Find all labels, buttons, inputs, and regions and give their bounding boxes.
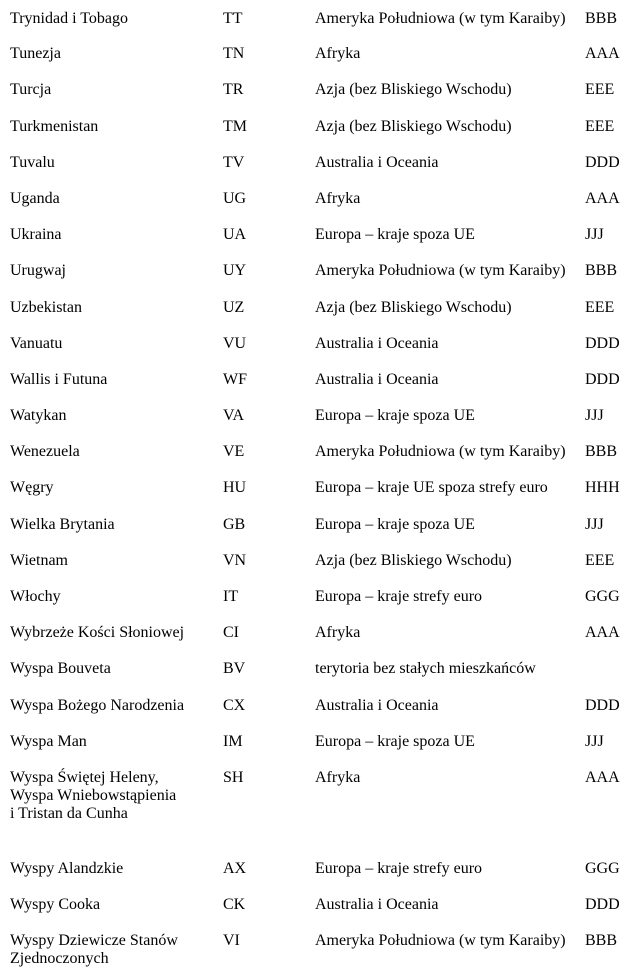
country-code: GB xyxy=(223,515,246,533)
country-name xyxy=(10,552,68,570)
country-name-line: Węgry xyxy=(10,479,54,497)
country-code: VE xyxy=(223,443,245,461)
country-name-line: Zjednoczonych xyxy=(10,950,109,968)
table-row xyxy=(0,760,644,851)
country-name xyxy=(10,733,87,751)
country-code: VU xyxy=(223,334,247,352)
country-code: TR xyxy=(223,81,244,99)
group-code: DDD xyxy=(585,696,620,714)
country-code: AX xyxy=(223,859,247,877)
region-name: terytoria bez stałych mieszkańców xyxy=(315,660,536,678)
group-code: JJJ xyxy=(585,732,604,750)
country-name xyxy=(10,769,176,824)
country-name xyxy=(10,896,100,914)
region-name: Europa – kraje UE spoza strefy euro xyxy=(315,479,548,497)
country-name xyxy=(10,443,80,461)
country-code: CX xyxy=(223,696,246,714)
table-row xyxy=(0,181,644,217)
table-row xyxy=(0,688,644,724)
country-name xyxy=(10,118,98,136)
group-code: AAA xyxy=(585,45,620,63)
group-code: HHH xyxy=(585,479,620,497)
country-name-line: Trynidad i Tobago xyxy=(10,10,128,27)
group-code: DDD xyxy=(585,370,620,388)
table-row xyxy=(0,724,644,760)
country-name xyxy=(10,299,82,317)
region-name: Europa – kraje spoza UE xyxy=(315,407,475,425)
group-code: JJJ xyxy=(585,226,604,244)
region-name: Azja (bez Bliskiego Wschodu) xyxy=(315,298,512,316)
group-code: JJJ xyxy=(585,407,604,425)
country-code: UZ xyxy=(223,298,245,316)
region-name: Australia i Oceania xyxy=(315,334,439,352)
table-row xyxy=(0,651,644,687)
country-name xyxy=(10,407,66,425)
region-name: Azja (bez Bliskiego Wschodu) xyxy=(315,117,512,135)
table-row xyxy=(0,362,644,398)
group-code: GGG xyxy=(585,588,620,605)
country-name-line: Wietnam xyxy=(10,551,68,569)
country-name-line: Wyspy Dziewicze Stanów xyxy=(10,931,178,949)
country-name-line: Tuvalu xyxy=(10,153,55,171)
group-code: AAA xyxy=(585,189,620,207)
country-name-line: Watykan xyxy=(10,407,67,425)
country-name-line: Uzbekistan xyxy=(10,298,82,316)
country-name xyxy=(10,154,55,172)
table-row xyxy=(0,398,644,434)
table-row xyxy=(0,507,644,543)
region-name: Australia i Oceania xyxy=(315,895,439,913)
group-code: AAA xyxy=(585,624,620,642)
region-name: Australia i Oceania xyxy=(315,370,439,388)
country-name xyxy=(10,10,128,28)
group-code: GGG xyxy=(585,859,620,877)
country-name xyxy=(10,45,61,63)
table-row xyxy=(0,145,644,181)
region-name: Europa – kraje spoza UE xyxy=(315,732,475,750)
table-row xyxy=(0,72,644,108)
country-code: SH xyxy=(223,768,244,786)
group-code: BBB xyxy=(585,931,618,949)
country-name xyxy=(10,371,107,389)
country-name-line: Ukraina xyxy=(10,226,62,244)
country-name xyxy=(10,624,184,642)
group-code: EEE xyxy=(585,81,615,99)
group-code: DDD xyxy=(585,153,620,171)
country-name xyxy=(10,262,66,280)
country-name-line: Wyspy Cooka xyxy=(10,895,101,913)
country-name-line: Wybrzeże Kości Słoniowej xyxy=(10,624,185,642)
region-name: Afryka xyxy=(315,189,361,207)
country-code: TN xyxy=(223,45,245,63)
group-code: EEE xyxy=(585,298,615,316)
region-name: Azja (bez Bliskiego Wschodu) xyxy=(315,551,512,569)
region-name: Afryka xyxy=(315,624,361,642)
country-code: VI xyxy=(223,931,240,949)
group-code: AAA xyxy=(585,768,620,786)
table-row xyxy=(0,887,644,923)
country-code: UY xyxy=(223,262,247,280)
region-name: Ameryka Południowa (w tym Karaiby) xyxy=(315,10,566,27)
country-name xyxy=(10,860,123,878)
region-name: Australia i Oceania xyxy=(315,153,439,171)
country-name-line: Turcja xyxy=(10,81,52,99)
group-code: BBB xyxy=(585,10,618,27)
region-name: Azja (bez Bliskiego Wschodu) xyxy=(315,81,512,99)
table-row xyxy=(0,326,644,362)
table-row xyxy=(0,253,644,289)
group-code: DDD xyxy=(585,334,620,352)
region-name: Ameryka Południowa (w tym Karaiby) xyxy=(315,931,566,949)
region-name: Europa – kraje strefy euro xyxy=(315,588,483,605)
region-name: Europa – kraje spoza UE xyxy=(315,226,475,244)
country-name-line: Wielka Brytania xyxy=(10,515,115,533)
country-name-line: Urugwaj xyxy=(10,262,66,280)
country-name-line: Wyspa Man xyxy=(10,732,87,750)
table-row xyxy=(0,434,644,470)
region-name: Afryka xyxy=(315,768,361,786)
country-name xyxy=(10,226,62,244)
region-name: Europa – kraje strefy euro xyxy=(315,859,483,877)
country-name-line: Tunezja xyxy=(10,45,61,63)
group-code: BBB xyxy=(585,262,618,280)
table-row xyxy=(0,470,644,506)
country-code: UA xyxy=(223,226,247,244)
table-row xyxy=(0,36,644,72)
region-name: Ameryka Południowa (w tym Karaiby) xyxy=(315,443,566,461)
country-name xyxy=(10,697,184,715)
country-code: WF xyxy=(223,370,247,388)
country-name-line: Włochy xyxy=(10,588,61,605)
country-code: TT xyxy=(223,10,243,27)
table-row xyxy=(0,0,644,36)
country-code: CI xyxy=(223,624,239,642)
country-name-line: Turkmenistan xyxy=(10,117,99,135)
country-code: TM xyxy=(223,117,247,135)
group-code: JJJ xyxy=(585,515,604,533)
table-row xyxy=(0,290,644,326)
region-name: Afryka xyxy=(315,45,361,63)
country-name-line: Wyspa Świętej Heleny, xyxy=(10,768,159,786)
country-name-line: Wyspa Bouveta xyxy=(10,660,111,678)
country-name xyxy=(10,516,115,534)
group-code: EEE xyxy=(585,551,615,569)
country-name-line: Wyspy Alandzkie xyxy=(10,859,124,877)
country-code: BV xyxy=(223,660,246,678)
region-name: Australia i Oceania xyxy=(315,696,439,714)
region-name: Ameryka Południowa (w tym Karaiby) xyxy=(315,262,566,280)
country-name xyxy=(10,190,60,208)
country-name xyxy=(10,932,178,968)
country-code: IT xyxy=(223,588,239,605)
country-name xyxy=(10,81,51,99)
table-row xyxy=(0,615,644,651)
table-row xyxy=(0,851,644,887)
country-code: HU xyxy=(223,479,247,497)
country-name xyxy=(10,335,62,353)
country-name-line: Vanuatu xyxy=(10,334,63,352)
country-code: TV xyxy=(223,153,245,171)
country-code: CK xyxy=(223,895,246,913)
country-name xyxy=(10,588,61,606)
country-code: VA xyxy=(223,407,245,425)
group-code: BBB xyxy=(585,443,618,461)
country-name-line: Wyspa Bożego Narodzenia xyxy=(10,696,185,714)
country-name xyxy=(10,660,111,678)
country-name xyxy=(10,479,54,497)
country-code: UG xyxy=(223,189,247,207)
country-code: VN xyxy=(223,551,247,569)
group-code: EEE xyxy=(585,117,615,135)
country-name-line: Wallis i Futuna xyxy=(10,370,108,388)
table-row xyxy=(0,579,644,615)
table-row xyxy=(0,217,644,253)
country-name-line: i Tristan da Cunha xyxy=(10,805,128,823)
country-name-line: Wenezuela xyxy=(10,443,80,461)
country-name-line: Wyspa Wniebowstąpienia xyxy=(10,787,177,805)
group-code: DDD xyxy=(585,895,620,913)
country-name-line: Uganda xyxy=(10,189,60,207)
country-code: IM xyxy=(223,732,243,750)
table-row xyxy=(0,543,644,579)
region-name: Europa – kraje spoza UE xyxy=(315,515,475,533)
table-row xyxy=(0,109,644,145)
